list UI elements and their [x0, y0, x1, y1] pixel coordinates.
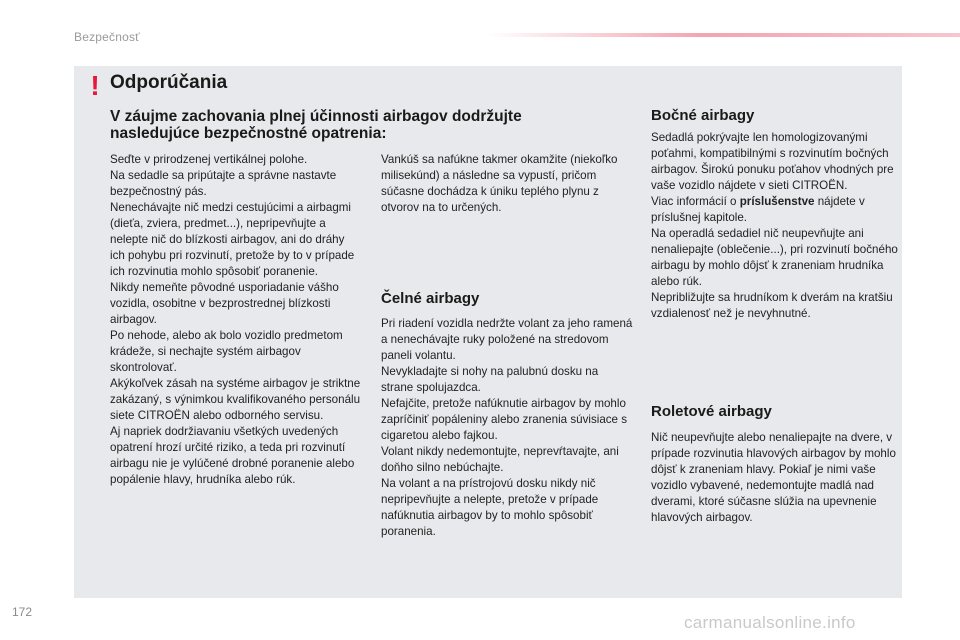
paragraph: Na volant a na prístrojovú dosku nikdy nič nepripevňujte a nelepte, pretože v prípade nafúknutia airbagov by to mohlo spôsobiť poranenia. [381, 477, 599, 538]
intro-heading: V záujme zachovania plnej účinnosti airbagov dodržujte nasledujúce bezpečnostné opatrenia: [110, 108, 522, 142]
paragraph [651, 194, 903, 226]
front-airbags-text [381, 316, 633, 540]
paragraph: Pri riadení vozidla nedržte volant za jeho ramená a nenechávajte ruky položené na stredovom paneli volantu. [381, 317, 633, 362]
header-divider [488, 33, 960, 37]
general-precautions [110, 152, 362, 488]
paragraph: Na sedadle sa pripútajte a správne nastavte bezpečnostný pás. [110, 169, 337, 198]
text-run: nájdete v príslušnej kapitole. [651, 195, 865, 224]
watermark: carmanualsonline.info [684, 613, 856, 632]
side-airbags-heading: Bočné airbagy [651, 107, 755, 124]
paragraph: Nepribližujte sa hrudníkom k dverám na kratšiu vzdialenosť než je nevyhnutné. [651, 291, 893, 320]
inflation-note [381, 152, 633, 216]
paragraph: Na operadlá sedadiel nič neupevňujte ani nenaliepajte (oblečenie...), pri rozvinutí bočného airbagu by mohlo dôjsť k zraneniam hrudníka alebo rúk. [651, 227, 898, 288]
side-airbags-text [651, 130, 903, 322]
accessories-keyword: príslušenstve [739, 195, 815, 208]
page-number: 172 [12, 605, 33, 619]
paragraph: Vankúš sa nafúkne takmer okamžite (niekoľko milisekúnd) a následne sa vypustí, pričom súčasne dochádza k úniku teplého plynu z otvorov na to určených. [381, 153, 618, 214]
panel-title: Odporúčania [110, 72, 228, 93]
paragraph: Volant nikdy nedemontujte, neprevŕtavajte, ani doňho silno nebúchajte. [381, 445, 619, 474]
paragraph: Akýkoľvek zásah na systéme airbagov je striktne zakázaný, s výnimkou kvalifikovaného personálu siete CITROËN alebo odborného servisu. [110, 377, 361, 422]
text-run: Viac informácií o [651, 195, 740, 208]
paragraph: Nič neupevňujte alebo nenaliepajte na dvere, v prípade rozvinutia hlavových airbagov by mohlo dôjsť k zraneniam hlavy. Pokiaľ je nimi vaše vozidlo vybavené, nedemontujte madlá nad dverami, ktoré súčasne slúžia na upevnenie hlavových airbagov. [651, 431, 896, 524]
paragraph: Po nehode, alebo ak bolo vozidlo predmetom krádeže, si nechajte systém airbagov skontrolovať. [110, 329, 343, 374]
paragraph: Nevykladajte si nohy na palubnú dosku na strane spolujazdca. [381, 365, 599, 394]
paragraph: Aj napriek dodržiavaniu všetkých uvedených opatrení hrozí určité riziko, a teda pri rozvinutí airbagu nie je vylúčené drobné poranenie alebo popálenie hlavy, hrudníka alebo rúk. [110, 425, 355, 486]
paragraph: Nenechávajte nič medzi cestujúcimi a airbagmi (dieťa, zviera, predmet...), nepripevňujte a nelepte nič do blízkosti airbagov, ani do dráhy ich pohybu pri rozvinutí, pretože by to v prípade ich rozvinutia mohlo spôsobiť poranenie. [110, 201, 355, 278]
paragraph: Sedadlá pokrývajte len homologizovanými poťahmi, kompatibilnými s rozvinutím bočných airbagov. Širokú ponuku poťahov vhodných pre vaše vozidlo nájdete v sieti CITROËN. [651, 131, 894, 192]
paragraph: Seďte v prirodzenej vertikálnej polohe. [110, 153, 308, 166]
paragraph: Nikdy nemeňte pôvodné usporiadanie vášho vozidla, osobitne v bezprostrednej blízkosti airbagov. [110, 281, 339, 326]
paragraph: Nefajčite, pretože nafúknutie airbagov by mohlo zapríčiniť popáleniny alebo zranenia súvisiace s cigaretou alebo fajkou. [381, 397, 628, 442]
curtain-airbags-heading: Roletové airbagy [651, 403, 772, 420]
warning-exclamation-icon: ! [90, 70, 100, 101]
curtain-airbags-text [651, 430, 903, 526]
section-title: Bezpečnosť [74, 30, 140, 44]
front-airbags-heading: Čelné airbagy [381, 290, 480, 307]
